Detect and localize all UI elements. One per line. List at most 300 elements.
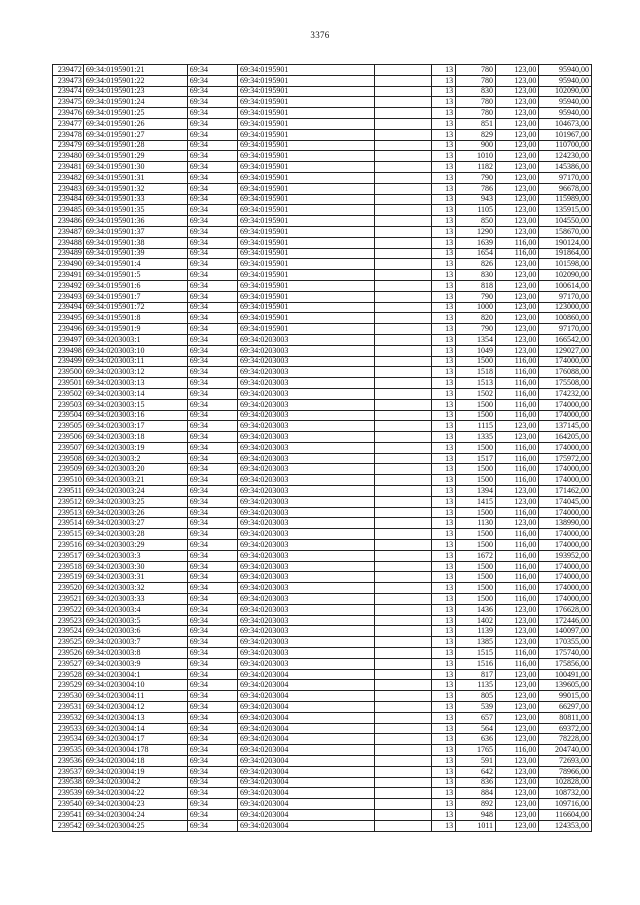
cadastral-number-cell: 69:34:0203003:18: [83, 432, 187, 443]
cadastral-number-cell: 69:34:0203004:1: [83, 669, 187, 680]
empty-cell: [375, 324, 432, 335]
cadastral-number-cell: 69:34:0195901:38: [83, 237, 187, 248]
group-code-cell: 13: [432, 594, 456, 605]
empty-cell: [375, 496, 432, 507]
empty-cell: [375, 637, 432, 648]
table-row: [53, 151, 592, 162]
specific-value-cell: 116,00: [496, 464, 539, 475]
area-cell: 1500: [456, 594, 496, 605]
group-code-cell: 13: [432, 723, 456, 734]
group-code-cell: 13: [432, 248, 456, 259]
area-cell: 1500: [456, 572, 496, 583]
cadastral-number-cell: 69:34:0203003:25: [83, 496, 187, 507]
specific-value-cell: 116,00: [496, 248, 539, 259]
area-cell: 1385: [456, 637, 496, 648]
cadastral-value-cell: 96678,00: [539, 183, 592, 194]
specific-value-cell: 123,00: [496, 626, 539, 637]
cadastral-value-cell: 193952,00: [539, 550, 592, 561]
cadastral-value-cell: 139605,00: [539, 680, 592, 691]
empty-cell: [375, 453, 432, 464]
cadastral-quarter-cell: 69:34:0195901: [237, 259, 374, 270]
cadastral-quarter-cell: 69:34:0203004: [237, 734, 374, 745]
cadastral-quarter-cell: 69:34:0203003: [237, 604, 374, 615]
specific-value-cell: 116,00: [496, 410, 539, 421]
cadastral-district-cell: 69:34: [187, 734, 237, 745]
table-row: [53, 388, 592, 399]
empty-cell: [375, 680, 432, 691]
table-row: [53, 226, 592, 237]
cadastral-quarter-cell: 69:34:0203003: [237, 334, 374, 345]
area-cell: 830: [456, 86, 496, 97]
area-cell: 1500: [456, 529, 496, 540]
specific-value-cell: 116,00: [496, 367, 539, 378]
row-number-cell: 239535: [53, 745, 84, 756]
cadastral-number-cell: 69:34:0203003:7: [83, 637, 187, 648]
row-number-cell: 239483: [53, 183, 84, 194]
group-code-cell: 13: [432, 496, 456, 507]
area-cell: 1500: [456, 356, 496, 367]
cadastral-quarter-cell: 69:34:0195901: [237, 108, 374, 119]
row-number-cell: 239517: [53, 550, 84, 561]
area-cell: 943: [456, 194, 496, 205]
table-row: [53, 809, 592, 820]
cadastral-value-cell: 174000,00: [539, 410, 592, 421]
specific-value-cell: 123,00: [496, 680, 539, 691]
cadastral-quarter-cell: 69:34:0203004: [237, 745, 374, 756]
cadastral-quarter-cell: 69:34:0203003: [237, 442, 374, 453]
cadastral-value-cell: 140097,00: [539, 626, 592, 637]
table-row: [53, 799, 592, 810]
cadastral-quarter-cell: 69:34:0203003: [237, 637, 374, 648]
cadastral-district-cell: 69:34: [187, 324, 237, 335]
row-number-cell: 239510: [53, 475, 84, 486]
row-number-cell: 239485: [53, 205, 84, 216]
empty-cell: [375, 151, 432, 162]
table-row: [53, 572, 592, 583]
group-code-cell: 13: [432, 550, 456, 561]
cadastral-number-cell: 69:34:0195901:72: [83, 302, 187, 313]
cadastral-quarter-cell: 69:34:0195901: [237, 280, 374, 291]
cadastral-number-cell: 69:34:0203003:17: [83, 421, 187, 432]
cadastral-quarter-cell: 69:34:0203004: [237, 809, 374, 820]
cadastral-district-cell: 69:34: [187, 777, 237, 788]
row-number-cell: 239493: [53, 291, 84, 302]
cadastral-district-cell: 69:34: [187, 65, 237, 76]
cadastral-number-cell: 69:34:0203003:29: [83, 540, 187, 551]
group-code-cell: 13: [432, 280, 456, 291]
group-code-cell: 13: [432, 658, 456, 669]
area-cell: 830: [456, 270, 496, 281]
cadastral-value-cell: 138990,00: [539, 518, 592, 529]
area-cell: 564: [456, 723, 496, 734]
cadastral-number-cell: 69:34:0203003:9: [83, 658, 187, 669]
cadastral-number-cell: 69:34:0195901:36: [83, 216, 187, 227]
cadastral-quarter-cell: 69:34:0195901: [237, 118, 374, 129]
row-number-cell: 239482: [53, 172, 84, 183]
specific-value-cell: 116,00: [496, 442, 539, 453]
area-cell: 1639: [456, 237, 496, 248]
cadastral-district-cell: 69:34: [187, 334, 237, 345]
area-cell: 790: [456, 172, 496, 183]
row-number-cell: 239506: [53, 432, 84, 443]
cadastral-district-cell: 69:34: [187, 226, 237, 237]
cadastral-quarter-cell: 69:34:0203003: [237, 388, 374, 399]
cadastral-number-cell: 69:34:0195901:39: [83, 248, 187, 259]
empty-cell: [375, 421, 432, 432]
cadastral-number-cell: 69:34:0195901:26: [83, 118, 187, 129]
area-cell: 817: [456, 669, 496, 680]
specific-value-cell: 123,00: [496, 334, 539, 345]
table-row: [53, 453, 592, 464]
area-cell: 539: [456, 702, 496, 713]
table-row: [53, 723, 592, 734]
group-code-cell: 13: [432, 691, 456, 702]
empty-cell: [375, 820, 432, 831]
empty-cell: [375, 529, 432, 540]
cadastral-quarter-cell: 69:34:0195901: [237, 86, 374, 97]
cadastral-district-cell: 69:34: [187, 75, 237, 86]
specific-value-cell: 123,00: [496, 194, 539, 205]
specific-value-cell: 116,00: [496, 594, 539, 605]
empty-cell: [375, 216, 432, 227]
cadastral-number-cell: 69:34:0195901:37: [83, 226, 187, 237]
specific-value-cell: 123,00: [496, 65, 539, 76]
cadastral-quarter-cell: 69:34:0203003: [237, 345, 374, 356]
cadastral-district-cell: 69:34: [187, 453, 237, 464]
cadastral-value-cell: 100491,00: [539, 669, 592, 680]
specific-value-cell: 123,00: [496, 162, 539, 173]
cadastral-district-cell: 69:34: [187, 302, 237, 313]
area-cell: 1516: [456, 658, 496, 669]
cadastral-number-cell: 69:34:0195901:7: [83, 291, 187, 302]
row-number-cell: 239486: [53, 216, 84, 227]
group-code-cell: 13: [432, 442, 456, 453]
row-number-cell: 239523: [53, 615, 84, 626]
table-row: [53, 334, 592, 345]
cadastral-district-cell: 69:34: [187, 421, 237, 432]
specific-value-cell: 123,00: [496, 313, 539, 324]
specific-value-cell: 123,00: [496, 216, 539, 227]
table-row: [53, 702, 592, 713]
area-cell: 1049: [456, 345, 496, 356]
area-cell: 1335: [456, 432, 496, 443]
cadastral-value-cell: 100614,00: [539, 280, 592, 291]
specific-value-cell: 123,00: [496, 97, 539, 108]
empty-cell: [375, 550, 432, 561]
cadastral-number-cell: 69:34:0203003:21: [83, 475, 187, 486]
area-cell: 790: [456, 324, 496, 335]
area-cell: 786: [456, 183, 496, 194]
cadastral-district-cell: 69:34: [187, 680, 237, 691]
cadastral-number-cell: 69:34:0195901:23: [83, 86, 187, 97]
cadastral-quarter-cell: 69:34:0203003: [237, 399, 374, 410]
table-row: [53, 75, 592, 86]
cadastral-value-cell: 137145,00: [539, 421, 592, 432]
empty-cell: [375, 194, 432, 205]
empty-cell: [375, 518, 432, 529]
row-number-cell: 239514: [53, 518, 84, 529]
table-row: [53, 194, 592, 205]
row-number-cell: 239513: [53, 507, 84, 518]
specific-value-cell: 123,00: [496, 140, 539, 151]
row-number-cell: 239476: [53, 108, 84, 119]
specific-value-cell: 123,00: [496, 669, 539, 680]
cadastral-district-cell: 69:34: [187, 745, 237, 756]
cadastral-district-cell: 69:34: [187, 583, 237, 594]
area-cell: 1000: [456, 302, 496, 313]
table-row: [53, 777, 592, 788]
table-row: [53, 745, 592, 756]
cadastral-number-cell: 69:34:0195901:25: [83, 108, 187, 119]
table-row: [53, 658, 592, 669]
cadastral-district-cell: 69:34: [187, 183, 237, 194]
cadastral-value-cell: 123000,00: [539, 302, 592, 313]
group-code-cell: 13: [432, 399, 456, 410]
cadastral-quarter-cell: 69:34:0203003: [237, 658, 374, 669]
table-row: [53, 820, 592, 831]
table-row: [53, 561, 592, 572]
cadastral-quarter-cell: 69:34:0195901: [237, 151, 374, 162]
table-row: [53, 626, 592, 637]
cadastral-district-cell: 69:34: [187, 594, 237, 605]
table-row: [53, 756, 592, 767]
cadastral-value-cell: 174000,00: [539, 529, 592, 540]
cadastral-value-cell: 176628,00: [539, 604, 592, 615]
specific-value-cell: 123,00: [496, 809, 539, 820]
table-row: [53, 248, 592, 259]
row-number-cell: 239491: [53, 270, 84, 281]
group-code-cell: 13: [432, 475, 456, 486]
area-cell: 636: [456, 734, 496, 745]
cadastral-district-cell: 69:34: [187, 237, 237, 248]
empty-cell: [375, 658, 432, 669]
cadastral-value-cell: 190124,00: [539, 237, 592, 248]
empty-cell: [375, 712, 432, 723]
cadastral-value-cell: 66297,00: [539, 702, 592, 713]
empty-cell: [375, 248, 432, 259]
row-number-cell: 239533: [53, 723, 84, 734]
row-number-cell: 239541: [53, 809, 84, 820]
empty-cell: [375, 788, 432, 799]
cadastral-number-cell: 69:34:0195901:28: [83, 140, 187, 151]
cadastral-value-cell: 145386,00: [539, 162, 592, 173]
cadastral-district-cell: 69:34: [187, 626, 237, 637]
group-code-cell: 13: [432, 259, 456, 270]
group-code-cell: 13: [432, 421, 456, 432]
empty-cell: [375, 702, 432, 713]
table-row: [53, 788, 592, 799]
cadastral-quarter-cell: 69:34:0203003: [237, 464, 374, 475]
cadastral-district-cell: 69:34: [187, 518, 237, 529]
table-row: [53, 291, 592, 302]
area-cell: 1500: [456, 507, 496, 518]
area-cell: 1500: [456, 475, 496, 486]
specific-value-cell: 123,00: [496, 496, 539, 507]
specific-value-cell: 116,00: [496, 540, 539, 551]
cadastral-value-cell: 171462,00: [539, 486, 592, 497]
cadastral-district-cell: 69:34: [187, 648, 237, 659]
row-number-cell: 239503: [53, 399, 84, 410]
group-code-cell: 13: [432, 583, 456, 594]
table-row: [53, 680, 592, 691]
table-body: [53, 65, 592, 832]
specific-value-cell: 123,00: [496, 259, 539, 270]
cadastral-district-cell: 69:34: [187, 291, 237, 302]
group-code-cell: 13: [432, 626, 456, 637]
area-cell: 836: [456, 777, 496, 788]
cadastral-quarter-cell: 69:34:0203004: [237, 777, 374, 788]
group-code-cell: 13: [432, 604, 456, 615]
group-code-cell: 13: [432, 669, 456, 680]
row-number-cell: 239498: [53, 345, 84, 356]
group-code-cell: 13: [432, 518, 456, 529]
area-cell: 826: [456, 259, 496, 270]
empty-cell: [375, 615, 432, 626]
empty-cell: [375, 65, 432, 76]
cadastral-district-cell: 69:34: [187, 507, 237, 518]
cadastral-value-cell: 100860,00: [539, 313, 592, 324]
cadastral-quarter-cell: 69:34:0195901: [237, 97, 374, 108]
group-code-cell: 13: [432, 820, 456, 831]
cadastral-quarter-cell: 69:34:0203003: [237, 561, 374, 572]
cadastral-number-cell: 69:34:0203004:22: [83, 788, 187, 799]
cadastral-quarter-cell: 69:34:0203004: [237, 712, 374, 723]
group-code-cell: 13: [432, 734, 456, 745]
area-cell: 1135: [456, 680, 496, 691]
specific-value-cell: 123,00: [496, 129, 539, 140]
cadastral-quarter-cell: 69:34:0203003: [237, 626, 374, 637]
cadastral-number-cell: 69:34:0195901:33: [83, 194, 187, 205]
cadastral-number-cell: 69:34:0195901:4: [83, 259, 187, 270]
empty-cell: [375, 540, 432, 551]
specific-value-cell: 123,00: [496, 205, 539, 216]
cadastral-number-cell: 69:34:0203004:24: [83, 809, 187, 820]
table-row: [53, 615, 592, 626]
cadastral-number-cell: 69:34:0195901:24: [83, 97, 187, 108]
cadastral-quarter-cell: 69:34:0203004: [237, 799, 374, 810]
specific-value-cell: 116,00: [496, 745, 539, 756]
row-number-cell: 239505: [53, 421, 84, 432]
area-cell: 1182: [456, 162, 496, 173]
table-row: [53, 583, 592, 594]
table-row: [53, 302, 592, 313]
group-code-cell: 13: [432, 302, 456, 313]
cadastral-district-cell: 69:34: [187, 118, 237, 129]
cadastral-number-cell: 69:34:0203003:24: [83, 486, 187, 497]
cadastral-value-cell: 109716,00: [539, 799, 592, 810]
area-cell: 948: [456, 809, 496, 820]
area-cell: 820: [456, 313, 496, 324]
area-cell: 642: [456, 766, 496, 777]
area-cell: 1515: [456, 648, 496, 659]
area-cell: 1654: [456, 248, 496, 259]
cadastral-value-cell: 95940,00: [539, 108, 592, 119]
cadastral-quarter-cell: 69:34:0203003: [237, 453, 374, 464]
cadastral-value-cell: 166542,00: [539, 334, 592, 345]
cadastral-number-cell: 69:34:0203004:18: [83, 756, 187, 767]
cadastral-value-cell: 116604,00: [539, 809, 592, 820]
empty-cell: [375, 356, 432, 367]
area-cell: 1354: [456, 334, 496, 345]
cadastral-quarter-cell: 69:34:0195901: [237, 194, 374, 205]
row-number-cell: 239481: [53, 162, 84, 173]
row-number-cell: 239527: [53, 658, 84, 669]
cadastral-quarter-cell: 69:34:0203004: [237, 669, 374, 680]
table-row: [53, 550, 592, 561]
group-code-cell: 13: [432, 162, 456, 173]
cadastral-quarter-cell: 69:34:0203003: [237, 507, 374, 518]
area-cell: 1518: [456, 367, 496, 378]
cadastral-number-cell: 69:34:0203004:17: [83, 734, 187, 745]
cadastral-quarter-cell: 69:34:0203003: [237, 475, 374, 486]
area-cell: 1765: [456, 745, 496, 756]
cadastral-value-cell: 174232,00: [539, 388, 592, 399]
area-cell: 1105: [456, 205, 496, 216]
cadastral-district-cell: 69:34: [187, 378, 237, 389]
cadastral-quarter-cell: 69:34:0195901: [237, 216, 374, 227]
row-number-cell: 239520: [53, 583, 84, 594]
cadastral-value-cell: 174000,00: [539, 464, 592, 475]
cadastral-number-cell: 69:34:0203003:30: [83, 561, 187, 572]
specific-value-cell: 116,00: [496, 572, 539, 583]
specific-value-cell: 116,00: [496, 453, 539, 464]
specific-value-cell: 123,00: [496, 777, 539, 788]
cadastral-number-cell: 69:34:0195901:6: [83, 280, 187, 291]
specific-value-cell: 123,00: [496, 280, 539, 291]
specific-value-cell: 123,00: [496, 734, 539, 745]
empty-cell: [375, 162, 432, 173]
cadastral-value-cell: 174000,00: [539, 442, 592, 453]
row-number-cell: 239539: [53, 788, 84, 799]
row-number-cell: 239512: [53, 496, 84, 507]
group-code-cell: 13: [432, 334, 456, 345]
empty-cell: [375, 583, 432, 594]
table-row: [53, 604, 592, 615]
group-code-cell: 13: [432, 183, 456, 194]
cadastral-value-cell: 69372,00: [539, 723, 592, 734]
area-cell: 900: [456, 140, 496, 151]
empty-cell: [375, 129, 432, 140]
row-number-cell: 239472: [53, 65, 84, 76]
cadastral-district-cell: 69:34: [187, 259, 237, 270]
area-cell: 892: [456, 799, 496, 810]
area-cell: 1500: [456, 442, 496, 453]
cadastral-number-cell: 69:34:0203003:2: [83, 453, 187, 464]
cadastral-district-cell: 69:34: [187, 615, 237, 626]
cadastral-district-cell: 69:34: [187, 702, 237, 713]
empty-cell: [375, 594, 432, 605]
empty-cell: [375, 691, 432, 702]
cadastral-district-cell: 69:34: [187, 194, 237, 205]
empty-cell: [375, 280, 432, 291]
empty-cell: [375, 734, 432, 745]
cadastral-number-cell: 69:34:0203004:19: [83, 766, 187, 777]
cadastral-number-cell: 69:34:0203003:8: [83, 648, 187, 659]
table-row: [53, 691, 592, 702]
group-code-cell: 13: [432, 507, 456, 518]
cadastral-value-cell: 176088,00: [539, 367, 592, 378]
empty-cell: [375, 432, 432, 443]
cadastral-district-cell: 69:34: [187, 313, 237, 324]
row-number-cell: 239492: [53, 280, 84, 291]
specific-value-cell: 123,00: [496, 421, 539, 432]
group-code-cell: 13: [432, 356, 456, 367]
cadastral-number-cell: 69:34:0203003:10: [83, 345, 187, 356]
cadastral-quarter-cell: 69:34:0203004: [237, 820, 374, 831]
area-cell: 1500: [456, 540, 496, 551]
cadastral-value-cell: 80811,00: [539, 712, 592, 723]
cadastral-number-cell: 69:34:0203003:1: [83, 334, 187, 345]
